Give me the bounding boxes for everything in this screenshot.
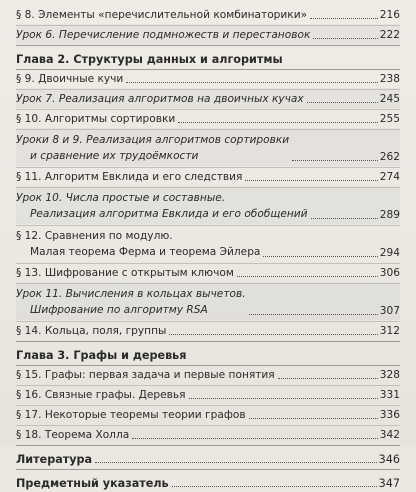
toc-entry-title: Литература bbox=[16, 453, 93, 466]
toc-entry-page: 262 bbox=[379, 151, 400, 163]
leader-dots bbox=[278, 378, 378, 379]
toc-entry-title: Урок 6. Перечисление подмножеств и перестановок bbox=[16, 29, 311, 41]
toc-entry-page: 216 bbox=[379, 9, 400, 21]
leader-dots bbox=[263, 256, 377, 257]
toc-entry-title-line2: Малая теорема Ферма и теорема Эйлера bbox=[30, 246, 261, 258]
toc-entry-page: 294 bbox=[379, 247, 400, 259]
leader-dots bbox=[292, 160, 378, 161]
toc-entry-section-10 bbox=[16, 108, 400, 128]
leader-dots bbox=[95, 462, 377, 463]
toc-entry-title bbox=[16, 190, 308, 224]
leader-dots bbox=[245, 180, 377, 181]
toc-chapter-2 bbox=[16, 44, 400, 68]
toc-entry-lessons-8-9 bbox=[16, 128, 400, 166]
toc-entry-lesson-6 bbox=[16, 24, 400, 44]
toc-entry-title: § 9. Двоичные кучи bbox=[16, 73, 124, 85]
toc-entry-title: § 18. Теорема Холла bbox=[16, 429, 130, 441]
toc-entry-title bbox=[16, 228, 260, 262]
chapter-title: Глава 2. Структуры данных и алгоритмы bbox=[16, 53, 283, 66]
toc-entry-title bbox=[16, 286, 246, 320]
toc-entry-title: § 11. Алгоритм Евклида и его следствия bbox=[16, 171, 243, 183]
toc-entry-title: § 15. Графы: первая задача и первые понятия bbox=[16, 369, 275, 381]
toc-entry-section-18 bbox=[16, 424, 400, 444]
leader-dots bbox=[237, 276, 378, 277]
toc-entry-page: 238 bbox=[379, 73, 400, 85]
chapter-title: Глава 3. Графы и деревья bbox=[16, 349, 187, 362]
toc-entry-section-13 bbox=[16, 262, 400, 282]
toc-entry-bibliography bbox=[16, 444, 400, 468]
toc-entry-title bbox=[16, 132, 289, 166]
toc-entry-section-8 bbox=[16, 4, 400, 24]
leader-dots bbox=[249, 314, 378, 315]
leader-dots bbox=[172, 486, 377, 487]
toc-entry-lesson-7 bbox=[16, 88, 400, 108]
toc-entry-section-12 bbox=[16, 224, 400, 262]
table-of-contents bbox=[16, 4, 400, 492]
toc-entry-page: 336 bbox=[379, 409, 400, 421]
leader-dots bbox=[126, 82, 377, 83]
leader-dots bbox=[189, 398, 378, 399]
toc-entry-section-14 bbox=[16, 320, 400, 340]
toc-entry-title: § 13. Шифрование с открытым ключом bbox=[16, 267, 234, 279]
toc-entry-page: 342 bbox=[379, 429, 400, 441]
toc-entry-section-15 bbox=[16, 364, 400, 384]
toc-entry-title-line1: Урок 10. Числа простые и составные. bbox=[16, 192, 226, 204]
toc-entry-page: 222 bbox=[379, 29, 400, 41]
toc-chapter-3 bbox=[16, 340, 400, 364]
toc-entry-page: 328 bbox=[379, 369, 400, 381]
toc-entry-title-line2: Шифрование по алгоритму RSA bbox=[30, 304, 208, 316]
toc-entry-section-9 bbox=[16, 68, 400, 88]
toc-entry-title-line2: Реализация алгоритма Евклида и его обобщений bbox=[30, 208, 308, 220]
leader-dots bbox=[249, 418, 378, 419]
toc-entry-subject-index bbox=[16, 468, 400, 492]
toc-entry-page: 274 bbox=[379, 171, 400, 183]
leader-dots bbox=[310, 18, 378, 19]
toc-entry-title: Урок 7. Реализация алгоритмов на двоичных кучах bbox=[16, 93, 304, 105]
toc-entry-title: § 16. Связные графы. Деревья bbox=[16, 389, 186, 401]
leader-dots bbox=[132, 438, 378, 439]
toc-entry-page: 347 bbox=[378, 477, 400, 490]
toc-entry-title: § 8. Элементы «перечислительной комбинаторики» bbox=[16, 9, 308, 21]
toc-entry-title-line1: Урок 11. Вычисления в кольцах вычетов. bbox=[16, 288, 246, 300]
leader-dots bbox=[311, 218, 378, 219]
toc-entry-section-17 bbox=[16, 404, 400, 424]
toc-entry-lesson-11 bbox=[16, 282, 400, 320]
toc-entry-title: § 10. Алгоритмы сортировки bbox=[16, 113, 176, 125]
toc-entry-page: 245 bbox=[379, 93, 400, 105]
toc-entry-title-line2: и сравнение их трудоёмкости bbox=[30, 150, 199, 162]
toc-entry-section-11 bbox=[16, 166, 400, 186]
toc-entry-page: 331 bbox=[379, 389, 400, 401]
leader-dots bbox=[313, 38, 377, 39]
leader-dots bbox=[169, 334, 377, 335]
toc-entry-title: § 14. Кольца, поля, группы bbox=[16, 325, 167, 337]
leader-dots bbox=[178, 122, 377, 123]
toc-entry-title-line1: Уроки 8 и 9. Реализация алгоритмов сортировки bbox=[16, 134, 290, 146]
toc-entry-page: 289 bbox=[379, 209, 400, 221]
toc-entry-page: 346 bbox=[378, 453, 400, 466]
toc-entry-page: 312 bbox=[379, 325, 400, 337]
toc-entry-section-16 bbox=[16, 384, 400, 404]
toc-entry-lesson-10 bbox=[16, 186, 400, 224]
toc-entry-page: 255 bbox=[379, 113, 400, 125]
toc-entry-page: 307 bbox=[379, 305, 400, 317]
toc-entry-title: § 17. Некоторые теоремы теории графов bbox=[16, 409, 246, 421]
toc-entry-title-line1: § 12. Сравнения по модулю. bbox=[16, 230, 173, 242]
leader-dots bbox=[307, 102, 378, 103]
toc-entry-page: 306 bbox=[379, 267, 400, 279]
toc-entry-title: Предметный указатель bbox=[16, 477, 169, 490]
